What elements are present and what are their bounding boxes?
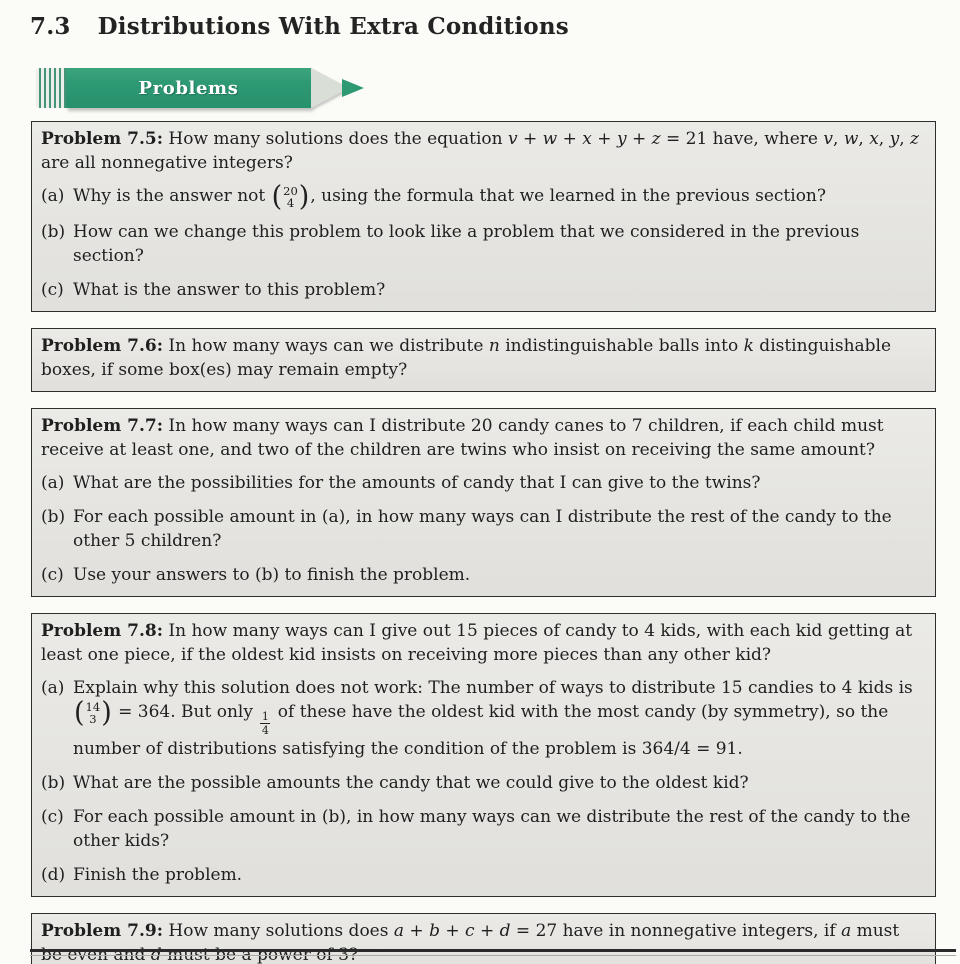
part-tag: (b) — [41, 221, 66, 242]
part-tag: (a) — [41, 186, 65, 206]
problem-label: Problem 7.6: — [41, 335, 163, 356]
math-variable: x — [869, 129, 879, 149]
section-number: 7.3 — [30, 13, 71, 40]
math-variable: y — [616, 129, 627, 149]
math-variable: v — [508, 129, 518, 149]
problem-statement: Problem 7.8: In how many ways can I give out 15 pieces of candy to 4 kids, with each kid getting at least one piece, if the oldest kid insists on receiving more pieces than any other kid? — [41, 620, 913, 665]
part-tag: (a) — [41, 472, 65, 493]
open-paren: ( — [74, 696, 85, 729]
part-text: Finish the problem. — [73, 865, 243, 886]
problem-label: Problem 7.8: — [41, 620, 163, 641]
problem-part — [41, 471, 925, 495]
part-text: For each possible amount in (b), in how many ways can we distribute the rest of the candy to the other kids? — [73, 807, 911, 852]
problem-statement: Problem 7.9: How many solutions does a + b + c + d = 27 have in nonnegative integers, if a must be even and d must be a power of 3? — [41, 921, 900, 964]
part-text: What are the possibilities for the amounts of candy that I can give to the twins? — [73, 472, 761, 493]
problems-list — [31, 121, 936, 964]
problem-part — [41, 220, 925, 268]
math-variable: z — [910, 129, 919, 149]
close-paren: ) — [101, 696, 112, 729]
part-text: What is the answer to this problem? — [73, 279, 386, 300]
math-variable: b — [429, 921, 440, 942]
problem-parts — [41, 180, 925, 302]
open-paren: ( — [271, 180, 283, 213]
math-variable: k — [743, 335, 754, 356]
problem-label: Problem 7.5: — [41, 129, 163, 149]
binomial-coefficient — [271, 180, 310, 213]
problem-part — [41, 676, 925, 761]
fraction-numerator: 1 — [261, 709, 269, 723]
section-title: Distributions With Extra Conditions — [97, 13, 569, 40]
problem-box — [31, 328, 936, 392]
math-variable: a — [393, 921, 405, 942]
fraction-denominator: 4 — [261, 724, 269, 738]
math-variable: c — [465, 921, 475, 942]
problem-part — [41, 771, 925, 795]
binomial-coefficient — [74, 696, 112, 729]
binomial-top: 14 — [85, 699, 101, 714]
math-variable: z — [651, 129, 661, 149]
problem-part — [41, 805, 925, 853]
math-variable: y — [889, 129, 900, 149]
problem-part — [41, 863, 925, 887]
problem-parts — [41, 471, 925, 587]
problem-statement: Problem 7.7: In how many ways can I distribute 20 candy canes to 7 children, if each child must receive at least one, and two of the children are twins who insist on receiving the same amount? — [41, 415, 884, 460]
binomial-stack — [282, 185, 299, 210]
problem-box — [31, 613, 936, 897]
part-tag: (d) — [41, 865, 66, 886]
problem-box — [31, 913, 936, 964]
binomial-top: 20 — [283, 184, 298, 199]
problem-statement: Problem 7.5: How many solutions does the equation v + w + x + y + z = 21 have, where v, w, x, y, z are all nonnegative integers? — [41, 129, 919, 173]
rule-thick-line — [30, 949, 956, 952]
binomial-bottom: 4 — [286, 196, 295, 211]
part-text: Explain why this solution does not work: The number of ways to distribute 15 candies to 4 kids is ( 14 3 ) = 364. But only $\frac{1}{4}$ of these have the oldest kid with the most candy (by symmetry), so the number of distributions satisfying the condition of the problem is 364/4 = 91. — [73, 677, 913, 760]
problem-parts — [41, 676, 925, 887]
problem-part — [41, 563, 925, 587]
part-tag: (c) — [41, 564, 64, 585]
math-variable: d — [499, 921, 511, 942]
binomial-stack — [85, 701, 102, 726]
problem-part — [41, 180, 925, 213]
pencil-eraser-icon — [36, 68, 66, 108]
math-variable: a — [841, 921, 852, 942]
section-header — [30, 13, 960, 40]
problem-box — [31, 408, 936, 597]
part-text: How can we change this problem to look like a problem that we considered in the previous section? — [73, 221, 860, 266]
part-text: Use your answers to (b) to finish the problem. — [73, 564, 471, 585]
part-tag: (a) — [41, 677, 65, 698]
rule-thin-line — [30, 955, 956, 956]
math-variable: v — [823, 129, 833, 149]
problem-part — [41, 278, 925, 302]
problem-label: Problem 7.9: — [41, 921, 163, 942]
problem-part — [41, 505, 925, 553]
banner-label: Problems — [138, 77, 239, 99]
part-tag: (c) — [41, 807, 64, 828]
part-text: What are the possible amounts the candy that we could give to the oldest kid? — [73, 773, 749, 794]
problem-box — [31, 121, 936, 312]
math-variable: x — [582, 129, 592, 149]
part-text: For each possible amount in (a), in how many ways can I distribute the rest of the candy to the other 5 children? — [73, 506, 892, 551]
pencil-lead-icon — [342, 79, 364, 97]
close-paren: ) — [298, 180, 310, 213]
section-end-rule — [30, 949, 956, 956]
fraction — [260, 710, 270, 737]
binomial-bottom: 3 — [89, 712, 97, 727]
math-variable: n — [488, 335, 500, 356]
problems-banner — [36, 67, 366, 109]
math-variable: d — [150, 945, 162, 964]
part-tag: (b) — [41, 773, 66, 794]
problem-label: Problem 7.7: — [41, 415, 163, 436]
math-variable: w — [542, 129, 558, 149]
math-variable: w — [843, 129, 859, 149]
problem-statement: Problem 7.6: In how many ways can we distribute n indistinguishable balls into k distinguishable boxes, if some box(es) may remain empty? — [41, 335, 892, 380]
part-tag: (c) — [41, 279, 64, 300]
pencil-body — [66, 68, 311, 108]
part-text: Why is the answer not ( 20 4 ) , using the formula that we learned in the previous section? — [73, 180, 826, 213]
part-tag: (b) — [41, 506, 66, 527]
